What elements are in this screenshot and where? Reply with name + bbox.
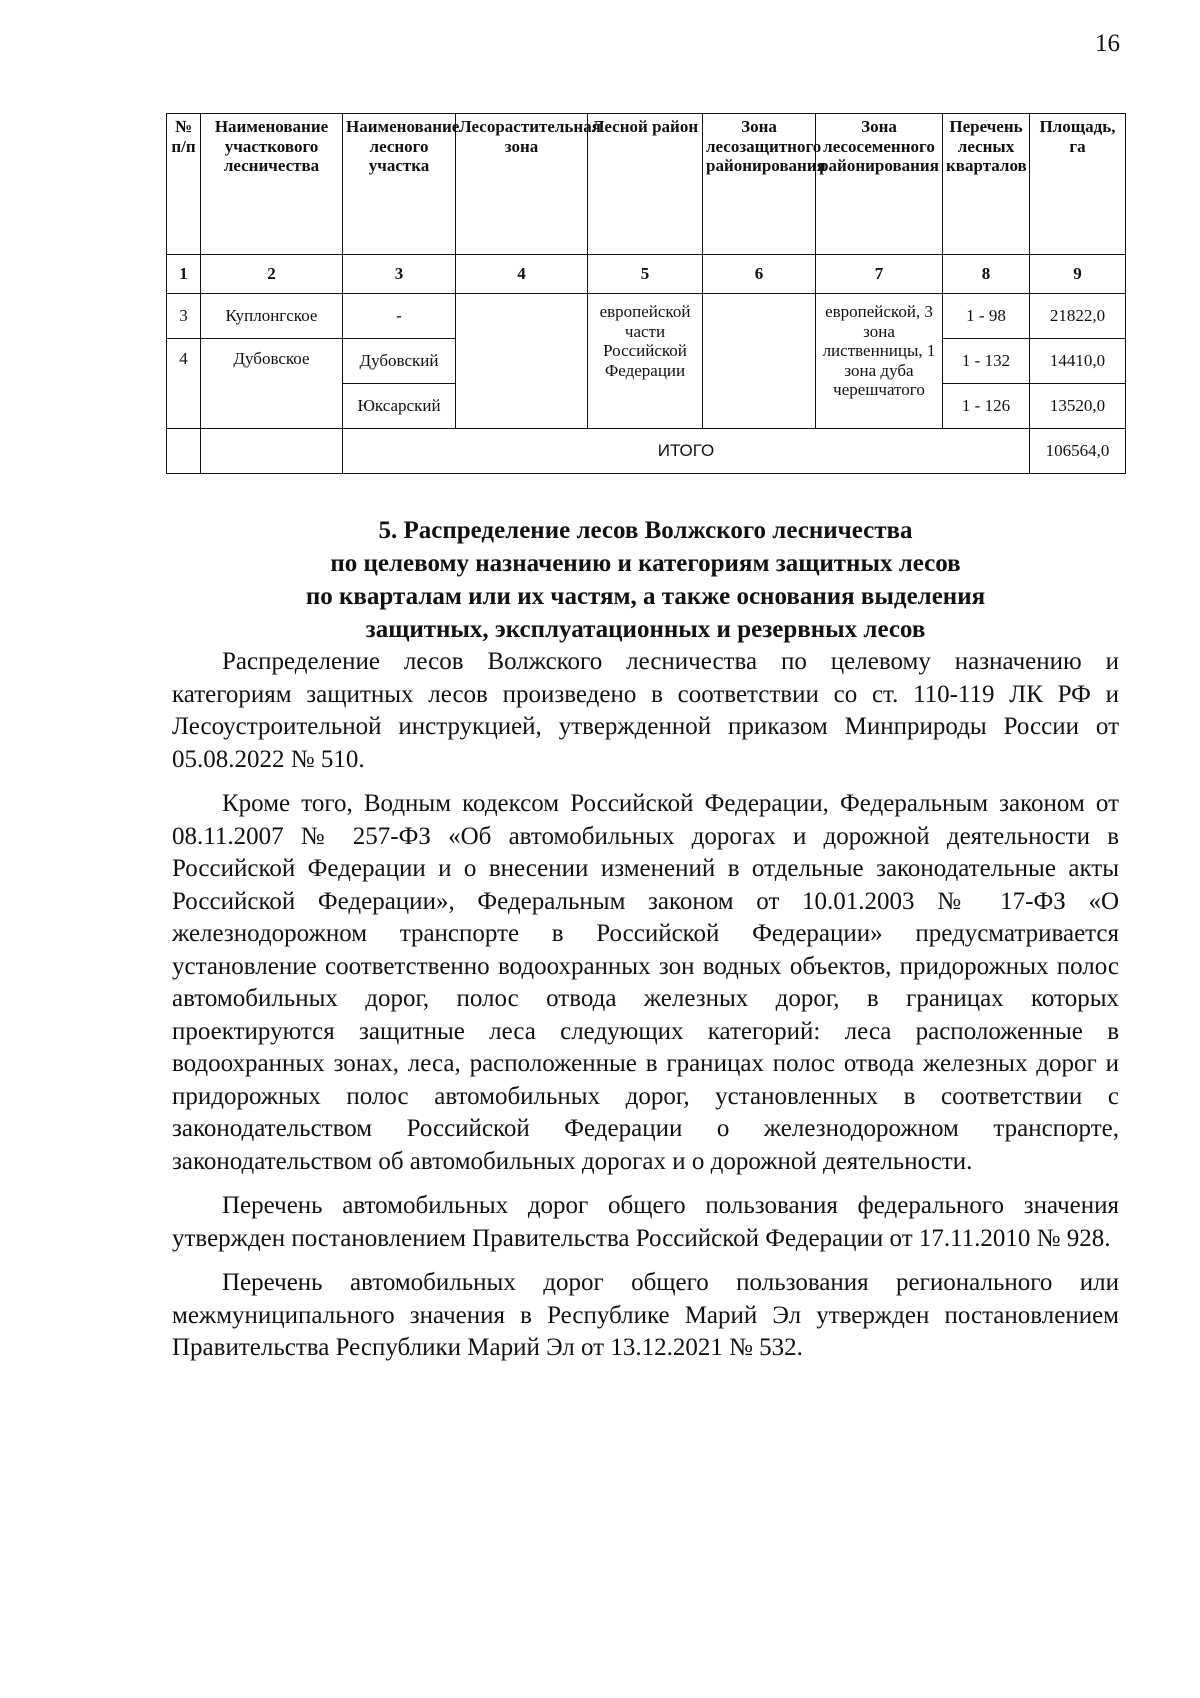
column-number: 4: [456, 255, 588, 294]
section-title-line: защитных, эксплуатационных и резервных лесов: [365, 616, 926, 643]
paragraph: Кроме того, Водным кодексом Российской Федерации, Федеральным законом от 08.11.2007 № 257-ФЗ «Об автомобильных дорогах и дорожной деятельности в Российской Федерации и о внесении изменений в отдельные законодательные акты Российской Федерации», Федеральным законом от 10.01.2003 № 17-ФЗ «О железнодорожном транспорте в Российской Федерации» предусматривается установление соответственно водоохранных зон водных объектов, придорожных полос автомобильных дорог, полос отвода железных дорог, в границах которых проектируются защитные леса следующих категорий: леса расположенные в водоохранных зонах, леса, расположенные в границах полос отвода железных дорог и придорожных полос автомобильных дорог, установленных в соответствии с законодательством Российской Федерации о железнодорожном транспорте, законодательством об автомобильных дорогах и о дорожной деятельности.: [172, 790, 1119, 1175]
row-quarters: 1 - 98: [943, 294, 1030, 339]
total-empty-cell: [201, 429, 343, 474]
column-number: 5: [588, 255, 703, 294]
row-area: 13520,0: [1030, 384, 1126, 429]
table-row: [167, 294, 1126, 339]
header-quarters: Перечень лесных кварталов: [943, 114, 1030, 255]
header-forest-region: Лесной район: [588, 114, 703, 255]
header-plot: Наименование лесного участка: [343, 114, 456, 255]
page-number: 16: [1095, 30, 1120, 57]
row-seed-zone: европейской, 3 зона лиственницы, 1 зона дуба черешчатого: [816, 294, 943, 429]
header-seed-zone: Зона лесосеменного районирования: [816, 114, 943, 255]
column-number: 1: [167, 255, 201, 294]
row-plot: Юксарский: [343, 384, 456, 429]
section-title-line: по целевому назначению и категориям защитных лесов: [330, 550, 961, 577]
row-district: Дубовское: [201, 339, 343, 429]
row-num: 3: [167, 294, 201, 339]
header-district: Наименование участкового лесничества: [201, 114, 343, 255]
column-number: 7: [816, 255, 943, 294]
column-number: 3: [343, 255, 456, 294]
paragraph: Распределение лесов Волжского лесничества по целевому назначению и категориям защитных лесов произведено в соответствии со ст. 110-119 ЛК РФ и Лесоустроительной инструкцией, утвержденной приказом Минприроды России от 05.08.2022 № 510.: [172, 648, 1119, 773]
body-text: [172, 646, 1119, 1365]
paragraph: Перечень автомобильных дорог общего пользования регионального или межмуниципального значения в Республике Марий Эл утвержден постановлением Правительства Республики Марий Эл от 13.12.2021 № 532.: [172, 1269, 1119, 1361]
header-vegetation-zone: Лесорастительная зона: [456, 114, 588, 255]
row-num: 4: [167, 339, 201, 429]
row-plot: Дубовский: [343, 339, 456, 384]
row-quarters: 1 - 126: [943, 384, 1030, 429]
row-plot: -: [343, 294, 456, 339]
header-num: № п/п: [167, 114, 201, 255]
row-area: 14410,0: [1030, 339, 1126, 384]
row-district: Куплонгское: [201, 294, 343, 339]
row-protection-zone: [703, 294, 816, 429]
section-title-line: по кварталам или их частям, а также основания выделения: [305, 583, 986, 610]
paragraph: Перечень автомобильных дорог общего пользования федерального значения утвержден постановлением Правительства Российской Федерации от 17.11.2010 № 928.: [172, 1192, 1119, 1252]
row-area: 21822,0: [1030, 294, 1126, 339]
forest-distribution-table: [166, 113, 1126, 474]
table-header-row: [167, 114, 1126, 255]
row-forest-region: европейской части Российской Федерации: [588, 294, 703, 429]
column-number: 6: [703, 255, 816, 294]
column-number: 9: [1030, 255, 1126, 294]
section-title-line: 5. Распределение лесов Волжского лесничества: [378, 517, 913, 544]
total-label: ИТОГО: [343, 429, 1030, 474]
section-title: [166, 514, 1125, 646]
column-number: 2: [201, 255, 343, 294]
total-empty-cell: [167, 429, 201, 474]
column-number: 8: [943, 255, 1030, 294]
header-area: Площадь, га: [1030, 114, 1126, 255]
row-quarters: 1 - 132: [943, 339, 1030, 384]
total-area: 106564,0: [1030, 429, 1126, 474]
row-vegetation-zone: [456, 294, 588, 429]
total-row: [167, 429, 1126, 474]
header-protection-zone: Зона лесозащитного районирования: [703, 114, 816, 255]
column-number-row: [167, 255, 1126, 294]
